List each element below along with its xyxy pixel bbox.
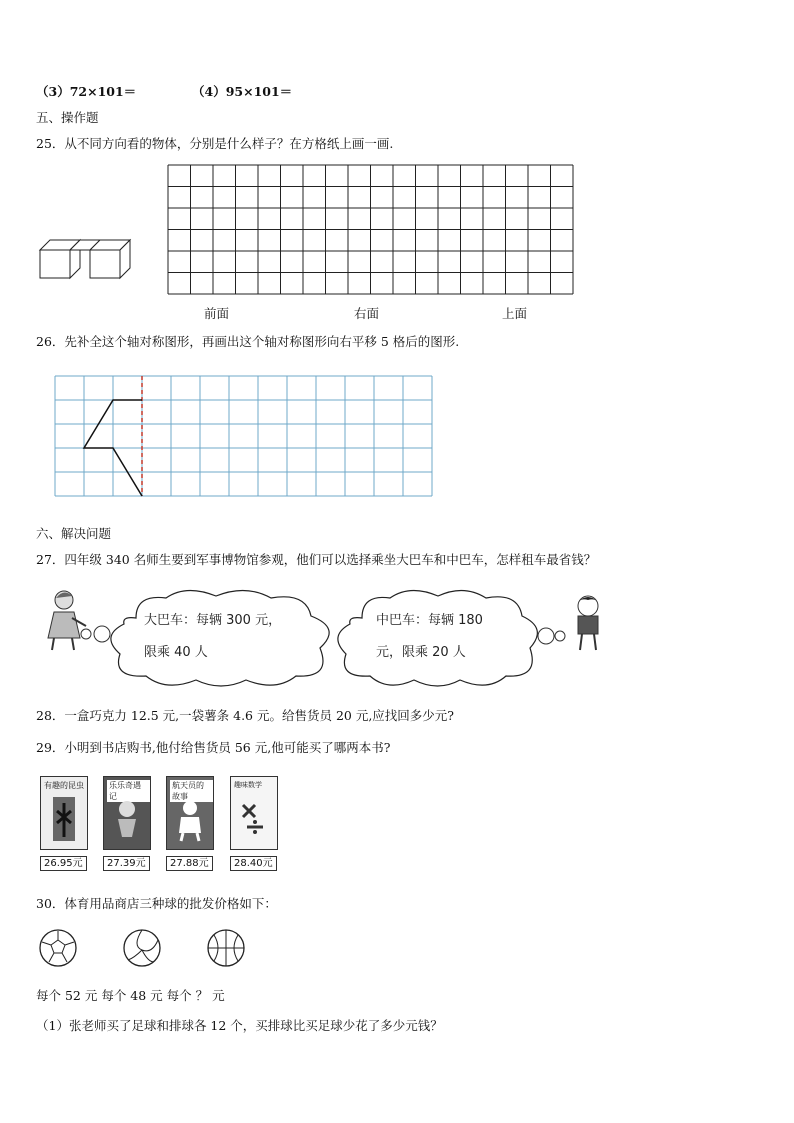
label-top: 上面 <box>502 306 528 321</box>
question-4: （4）95×101＝ <box>192 84 293 99</box>
book-3 <box>166 776 214 850</box>
ball-prices: 每个 52 元 每个 48 元 每个 ？ 元 <box>36 988 225 1003</box>
speech-connector-right <box>538 626 568 646</box>
big-bus-line2: 限乘 40 人 <box>144 645 208 660</box>
astronaut-icon <box>175 799 205 843</box>
book-4-price: 28.40元 <box>230 856 277 871</box>
label-front: 前面 <box>204 306 230 321</box>
cloud-big-bus <box>106 588 342 692</box>
question-3: （3）72×101＝ <box>36 84 137 99</box>
big-bus-line1: 大巴车：每辆 300 元， <box>144 613 282 628</box>
question-29: 29．小明到书店购书,他付给售货员 56 元,他可能买了哪两本书? <box>36 740 391 755</box>
mid-bus-line1: 中巴车：每辆 180 <box>376 613 483 628</box>
book-3-title: 航天员的故事 <box>170 780 213 802</box>
section-5-title: 五、操作题 <box>36 110 99 125</box>
question-30-sub1: （1）张老师买了足球和排球各 12 个，买排球比买足球少花了多少元钱？ <box>36 1018 443 1033</box>
label-right: 右面 <box>354 306 380 321</box>
book-4 <box>230 776 278 850</box>
question-30: 30．体育用品商店三种球的批发价格如下： <box>36 896 277 911</box>
math-symbols-icon <box>237 801 271 841</box>
book-1-title: 有趣的昆虫 <box>44 781 84 790</box>
book-3-price: 27.88元 <box>166 856 213 871</box>
book-4-title: 趣味数学 <box>234 781 262 789</box>
cloud-mid-bus <box>334 588 548 692</box>
book-1 <box>40 776 88 850</box>
cubes-figure <box>38 232 138 280</box>
question-27: 27．四年级 340 名师生要到军事博物馆参观，他们可以选择乘坐大巴车和中巴车，怎样租车最省钱？ <box>36 552 597 567</box>
boy-figure <box>568 594 612 652</box>
basketball-icon <box>206 928 246 968</box>
book-1-price: 26.95元 <box>40 856 87 871</box>
volleyball-icon <box>122 928 162 968</box>
question-25: 25．从不同方向看的物体，分别是什么样子？在方格纸上画一画. <box>36 136 394 151</box>
insect-icon <box>51 797 77 841</box>
drawing-grid-26[interactable] <box>55 376 433 498</box>
question-26: 26．先补全这个轴对称图形，再画出这个轴对称图形向右平移 5 格后的图形. <box>36 334 460 349</box>
book-2-title: 乐乐奇遇记 <box>107 780 150 802</box>
drawing-grid-25[interactable] <box>168 165 574 295</box>
book-2 <box>103 776 151 850</box>
book-2-price: 27.39元 <box>103 856 150 871</box>
section-6-title: 六、解决问题 <box>36 526 112 541</box>
character-icon <box>112 799 142 839</box>
mid-bus-line2: 元，限乘 20 人 <box>376 645 466 660</box>
soccer-ball-icon <box>38 928 78 968</box>
question-28: 28．一盒巧克力 12.5 元,一袋薯条 4.6 元。给售货员 20 元,应找回多少元? <box>36 708 455 723</box>
